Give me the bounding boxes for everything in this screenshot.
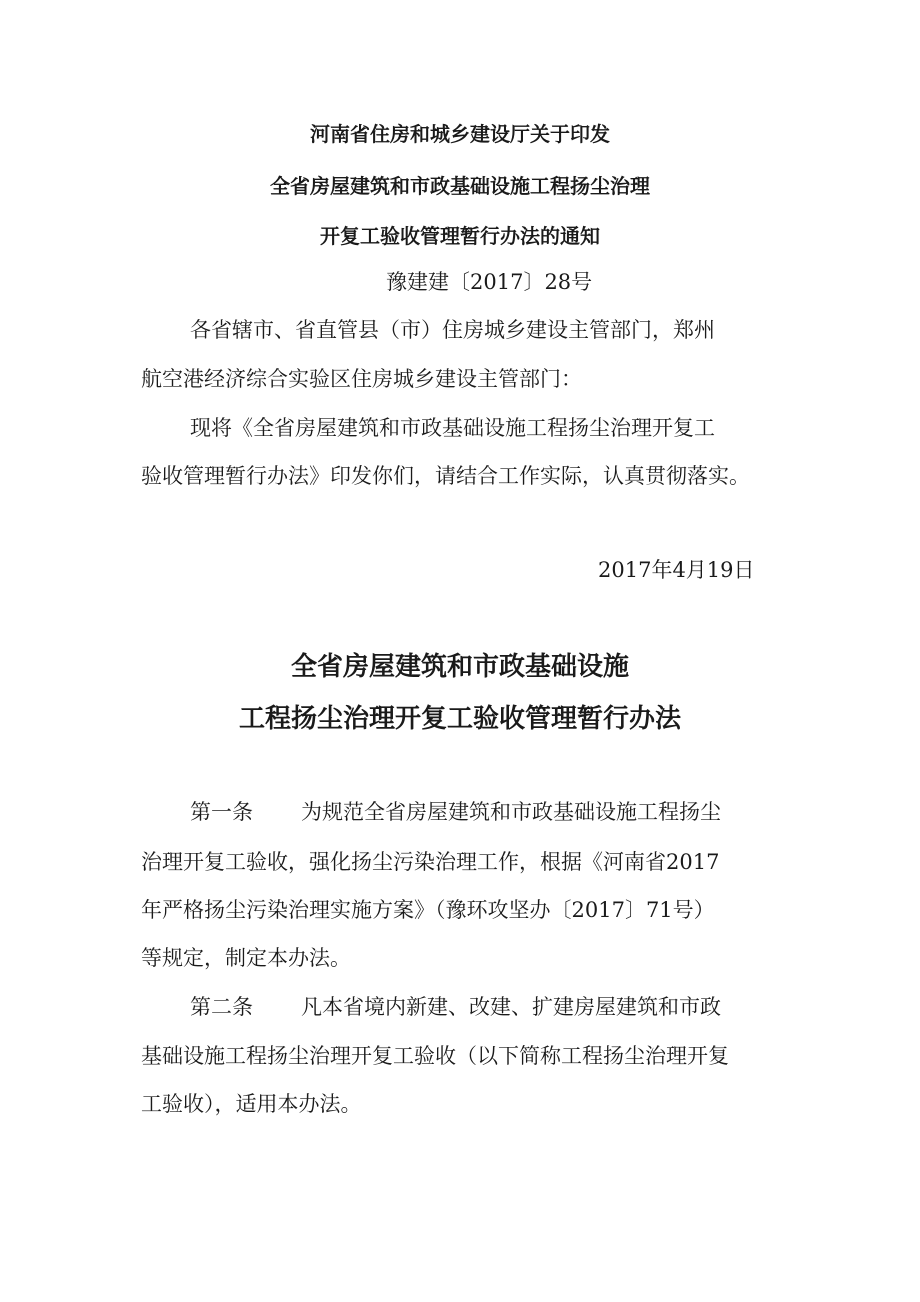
recipients-line-2: 航空港经济综合实验区住房城乡建设主管部门： [141,367,582,391]
article-1-line-1 [190,798,721,826]
article-2-text-1: 凡本省境内新建、改建、扩建房屋建筑和市政 [301,995,721,1019]
notice-body-line-2: 验收管理暂行办法》印发你们，请结合工作实际，认真贯彻落实。 [141,464,750,488]
notice-title-line-1: 河南省住房和城乡建设厅关于印发 [310,122,610,146]
article-1-line-3: 年严格扬尘污染治理实施方案》（豫环攻坚办〔2017〕71号） [141,898,715,922]
article-1-line-2: 治理开复工验收，强化扬尘污染治理工作，根据《河南省2017 [141,850,720,874]
document-number: 豫建建〔2017〕28号 [386,270,593,294]
notice-date: 2017年4月19日 [598,558,755,582]
article-1-label: 第一条 [190,800,253,824]
article-2-line-1 [190,993,721,1021]
measures-title-line-2: 工程扬尘治理开复工验收管理暂行办法 [238,704,681,734]
measures-title-line-1: 全省房屋建筑和市政基础设施 [290,652,629,682]
article-2-label: 第二条 [190,995,253,1019]
recipients-line-1: 各省辖市、省直管县（市）住房城乡建设主管部门，郑州 [190,318,715,342]
notice-title-line-3: 开复工验收管理暂行办法的通知 [320,224,600,248]
article-2-line-3: 工验收），适用本办法。 [141,1092,362,1116]
article-2-line-2: 基础设施工程扬尘治理开复工验收（以下简称工程扬尘治理开复 [141,1044,729,1068]
notice-body-line-1: 现将《全省房屋建筑和市政基础设施工程扬尘治理开复工 [190,416,715,440]
notice-title-line-2: 全省房屋建筑和市政基础设施工程扬尘治理 [270,174,650,198]
article-1-text-1: 为规范全省房屋建筑和市政基础设施工程扬尘 [301,800,721,824]
article-1-line-4: 等规定，制定本办法。 [141,946,351,970]
